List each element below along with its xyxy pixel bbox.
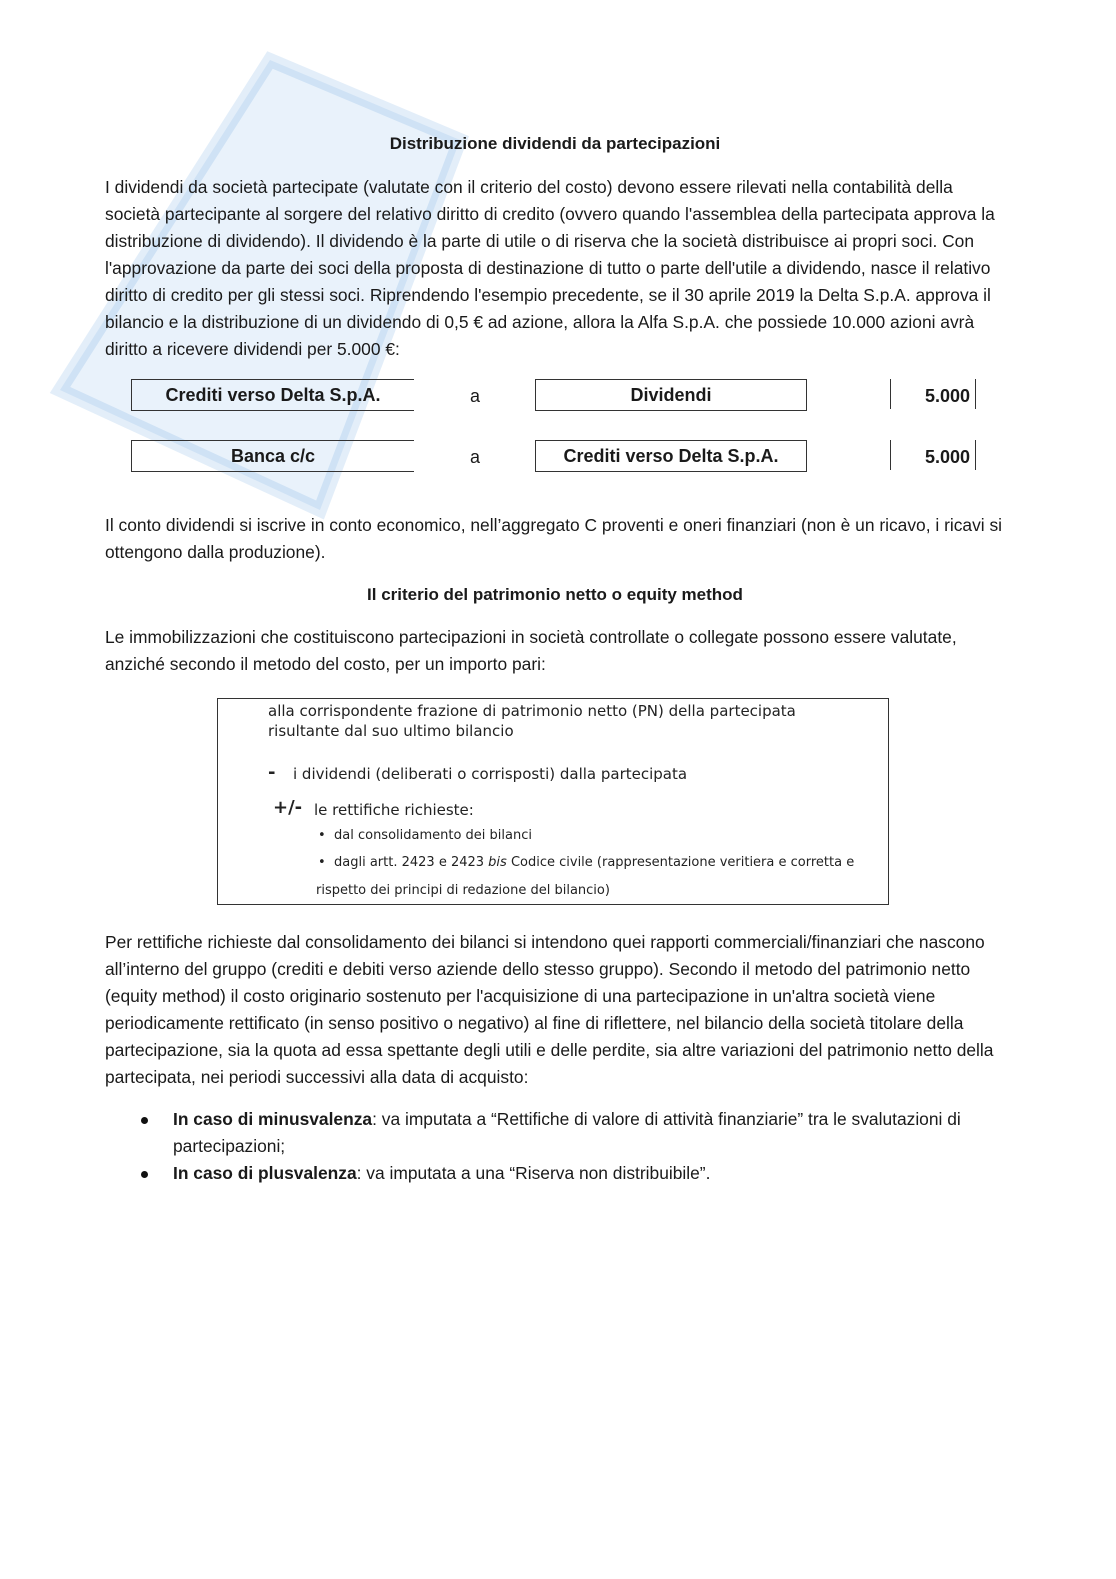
paragraph-rettifiche: Per rettifiche richieste dal consolidamento dei bilanci si intendono quei rapporti commerciali/finanziari che nascono all’interno del gruppo (crediti e debiti verso aziende dello stesso gruppo). Secondo il metodo del patrimonio netto (equity method) il costo originario sostenuto per l'acquisizione di una partecipazione in un'altra società viene periodicamente rettificato (in senso positivo o negativo) al fine di riflettere, nel bilancio della società titolare della partecipazione, sia la quota ad essa spettante degli utili e delle perdite, sia altre variazioni del patrimonio netto della partecipata, nei periodi successivi alla data di acquisto:	[105, 932, 994, 1087]
debit-account: Crediti verso Delta S.p.A.	[131, 379, 414, 411]
box-sub-3: rispetto dei principi di redazione del bilancio)	[316, 883, 610, 898]
box-plusminus-text: le rettifiche richieste:	[314, 801, 474, 819]
amount-divider-right	[975, 379, 976, 409]
paragraph-dividendi: I dividendi da società partecipate (valutate con il criterio del costo) devono essere rilevati nella contabilità della società partecipante al sorgere del relativo diritto di credito (ovvero quando l'assemblea della partecipata approva la distribuzione di dividendo). Il dividendo è la parte di utile o di riserva che la società distribuisce ai propri soci. Con l'approvazione da parte dei soci della proposta di destinazione di tutto o parte dell'utile a dividendo, nasce il relativo diritto di credito per gli stessi soci. Riprendendo l'esempio precedente, se il 30 aprile 2019 la Delta S.p.A. approva il bilancio e la distribuzione di un dividendo di 0,5 € ad azione, allora la Alfa S.p.A. che possiede 10.000 azioni avrà diritto a ricevere dividendi per 5.000 €:	[105, 177, 995, 359]
bullet-icon	[141, 1117, 148, 1124]
bullet-icon: •	[318, 855, 326, 870]
amount-divider-right	[975, 440, 976, 470]
minus-symbol: -	[268, 762, 276, 783]
box-line-1: alla corrispondente frazione di patrimonio netto (PN) della partecipata	[268, 702, 796, 720]
entry-separator: a	[469, 447, 480, 467]
box-sub-2: dagli artt. 2423 e 2423 bis Codice civile (rappresentazione veritiera e corretta e	[334, 855, 855, 870]
entry-amount: 5.000	[924, 386, 970, 406]
bullet-icon: •	[318, 828, 326, 843]
entry-separator: a	[469, 386, 480, 406]
credit-account: Crediti verso Delta S.p.A.	[535, 440, 807, 472]
equity-method-box	[217, 698, 889, 905]
credit-account: Dividendi	[535, 379, 807, 411]
list-item: In caso di minusvalenza: va imputata a “Rettifiche di valore di attività finanziarie” tra le svalutazioni di partecipazioni;	[105, 1106, 1005, 1160]
debit-account: Banca c/c	[131, 440, 414, 472]
section-title-dividendi: Distribuzione dividendi da partecipazioni	[389, 134, 721, 153]
plusminus-symbol: +/-	[273, 797, 303, 818]
entry-amount: 5.000	[924, 447, 970, 467]
journal-entry-2	[105, 440, 1005, 474]
section-title-equity: Il criterio del patrimonio netto o equity method	[367, 585, 743, 604]
box-sub-1: dal consolidamento dei bilanci	[334, 828, 532, 843]
bullet-icon	[141, 1171, 148, 1178]
list-item: In caso di plusvalenza: va imputata a una “Riserva non distribuibile”.	[105, 1160, 1005, 1187]
journal-entry-1	[105, 379, 1005, 413]
box-minus-text: i dividendi (deliberati o corrisposti) dalla partecipata	[293, 765, 688, 783]
amount-divider-left	[890, 440, 891, 470]
box-line-2: risultante dal suo ultimo bilancio	[268, 722, 514, 740]
amount-divider-left	[890, 379, 891, 409]
paragraph-equity-intro: Le immobilizzazioni che costituiscono partecipazioni in società controllate o collegate possono essere valutate, anziché secondo il metodo del costo, per un importo pari:	[105, 627, 957, 674]
bullet-list	[105, 1106, 1005, 1187]
paragraph-conto-dividendi: Il conto dividendi si iscrive in conto economico, nell’aggregato C proventi e oneri finanziari (non è un ricavo, i ricavi si ottengono dalla produzione).	[105, 515, 1003, 562]
